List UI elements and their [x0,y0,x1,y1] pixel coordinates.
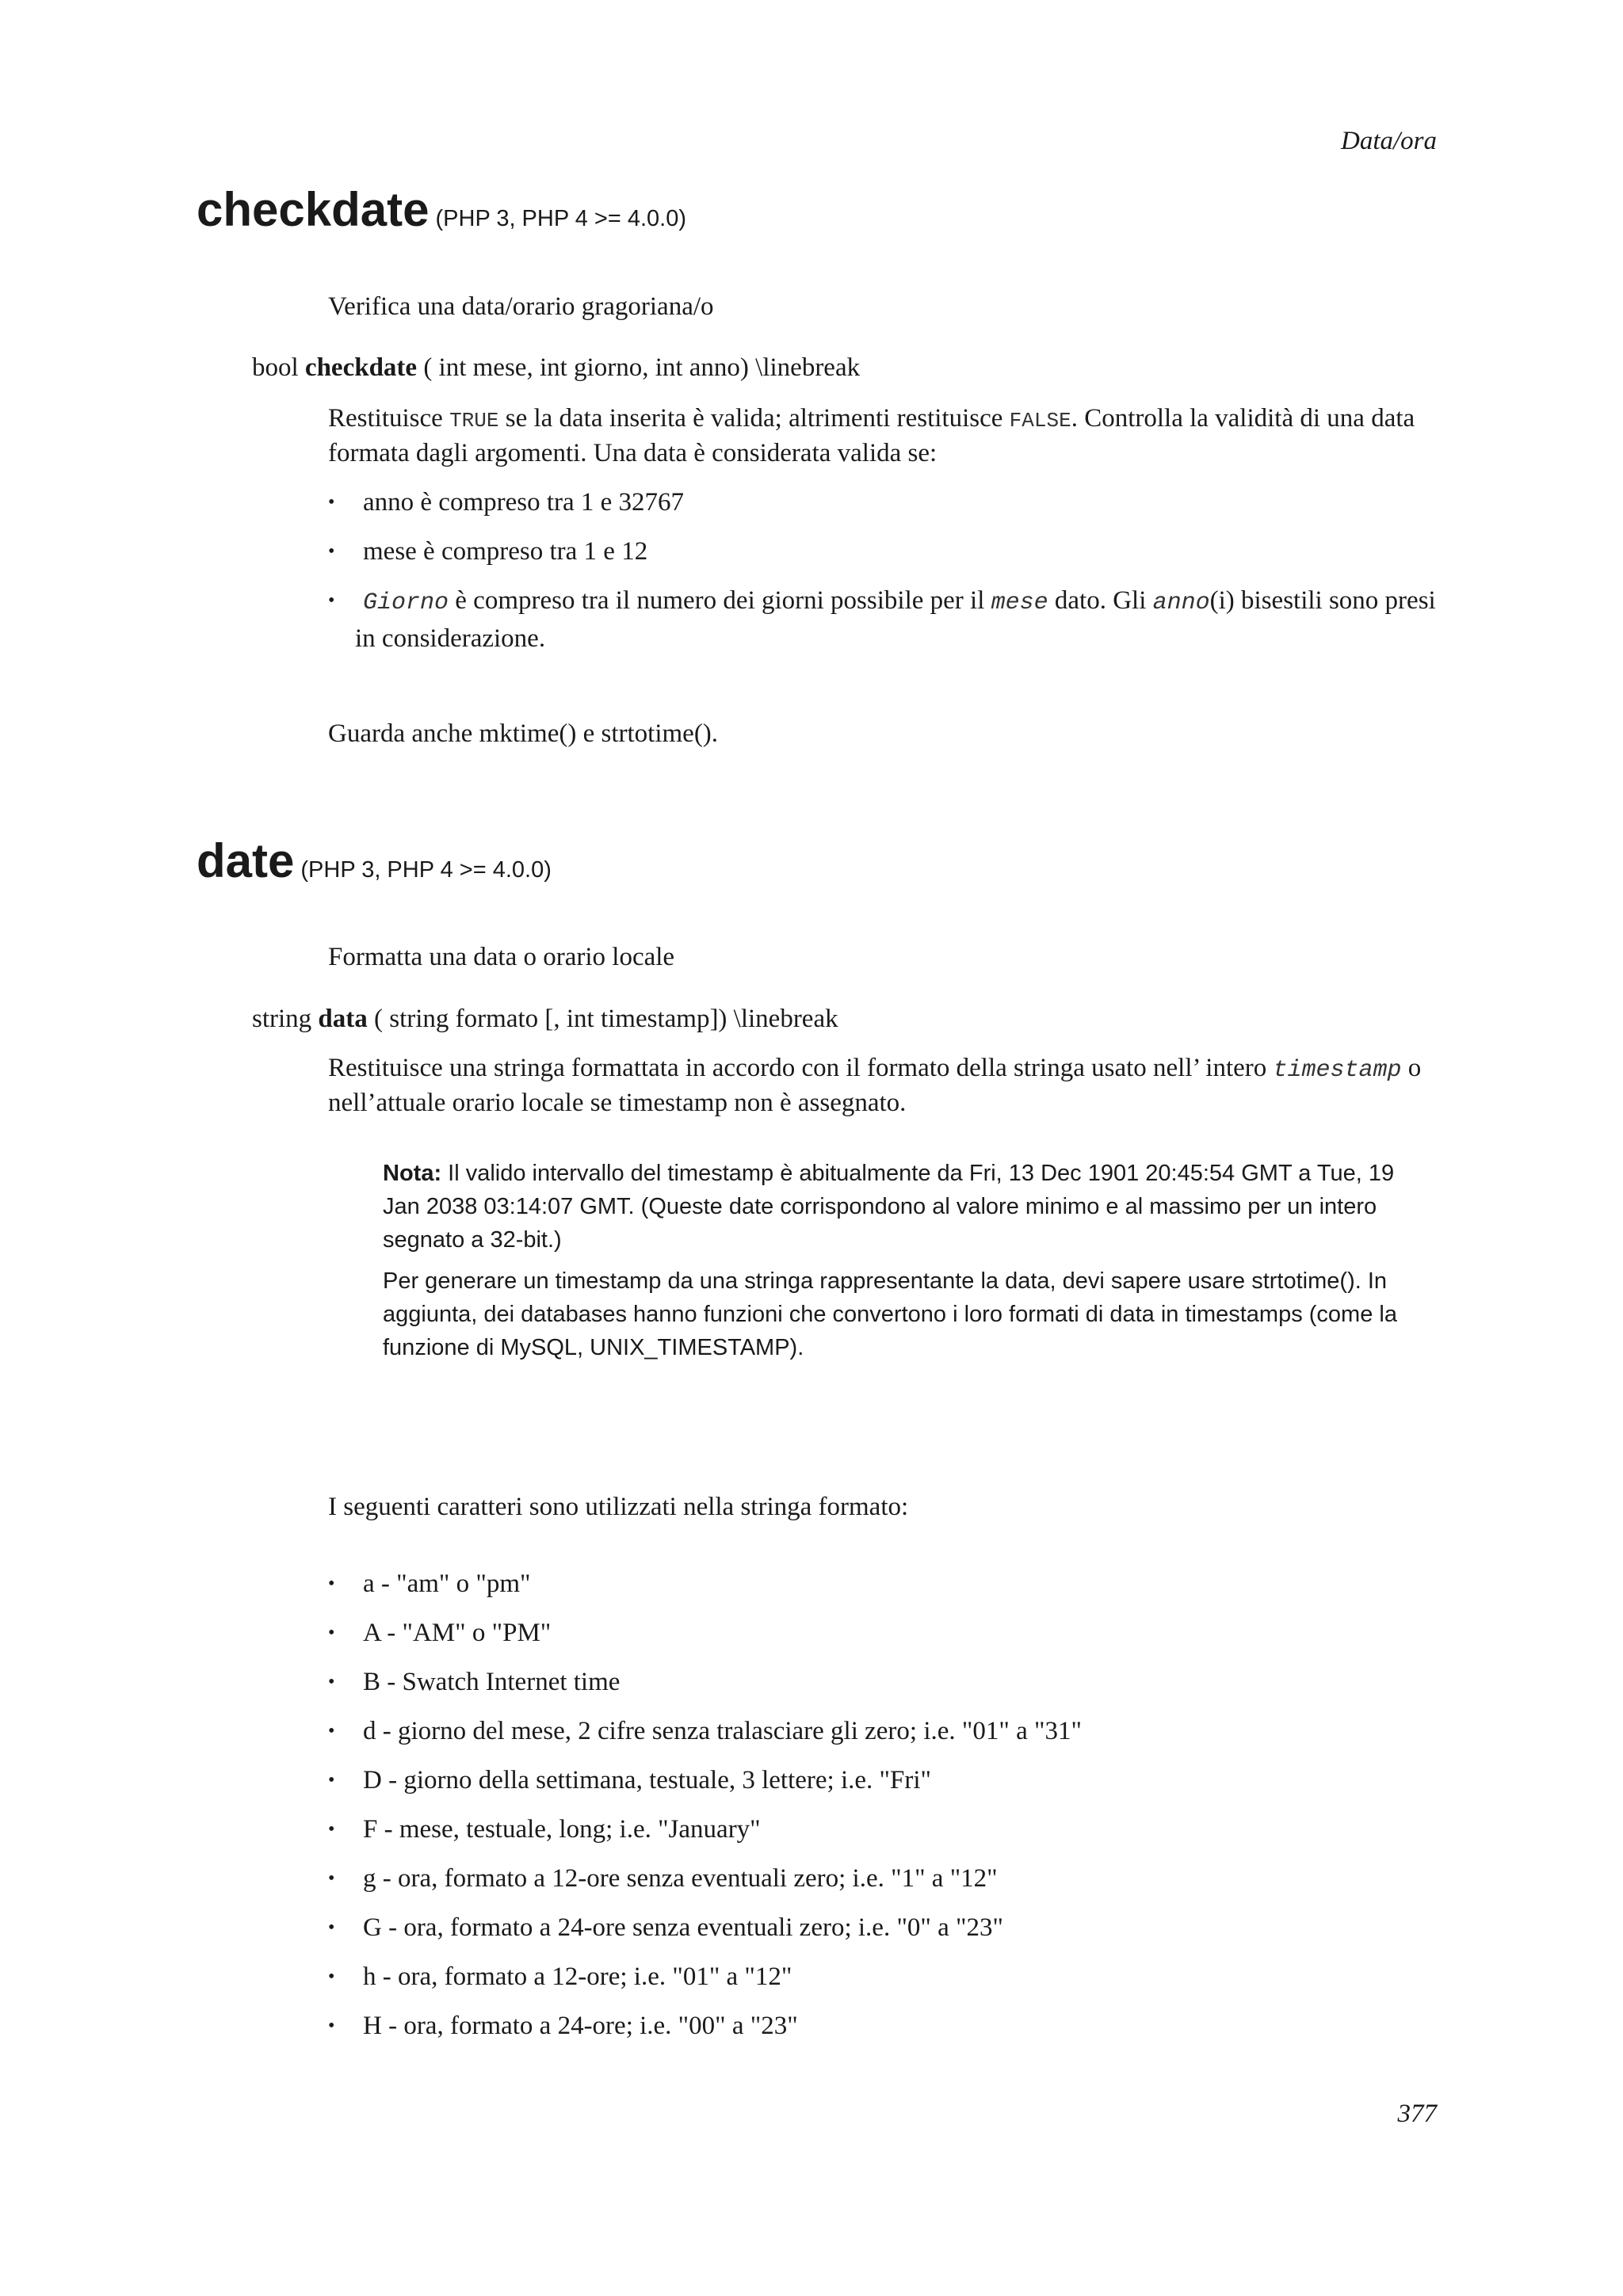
return-type: bool [252,353,305,382]
list-item [328,1861,1438,1897]
text: dato. Gli [1048,586,1153,615]
bullet-icon: • [328,1819,335,1840]
function-name: data [318,1005,368,1033]
list-item [328,1566,1438,1602]
checkdate-description [328,402,1438,470]
text: (i) bisestili sono presi in considerazione. [355,586,1436,653]
desc-text: Restituisce una stringa formattata in accordo con il formato della stringa usato nell’ intero [328,1054,1274,1082]
list-item-text: anno è compreso tra 1 e 32767 [363,488,685,517]
list-item [328,1910,1438,1946]
list-item [328,1959,1438,1995]
list-item [328,1714,1438,1749]
parameter: Giorno [363,589,449,616]
note-text: Il valido intervallo del timestamp è abitualmente da Fri, 13 Dec 1901 20:45:54 GMT a Tue, 19 Jan 2038 03:14:07 GMT. (Queste date corrispondono al valore minimo e al massimo per un intero segnato a 32-bit.) [383,1161,1395,1253]
list-item-text: h - ora, formato a 12-ore; i.e. "01" a "12" [363,1962,792,1991]
bullet-icon: • [328,1623,335,1643]
list-item [328,534,1438,570]
arguments: ( int mese, int giorno, int anno) \linebreak [417,353,861,382]
list-item-text: a - "am" o "pm" [363,1569,531,1598]
date-synopsis [252,1003,838,1035]
date-summary: Formatta una data o orario locale [328,943,675,971]
bullet-icon: • [328,1672,335,1692]
list-item-text: A - "AM" o "PM" [363,1619,552,1647]
true-constant: TRUE [449,409,499,433]
false-constant: FALSE [1009,409,1071,433]
checkdate-synopsis [252,352,860,384]
list-item [328,583,1438,657]
list-item-text: D - giorno della settimana, testuale, 3 lettere; i.e. "Fri" [363,1766,931,1794]
list-item-text [355,583,1438,657]
parameter: mese [991,589,1048,616]
bullet-icon: • [328,1966,335,1987]
list-item-text: F - mese, testuale, long; i.e. "January" [363,1815,761,1844]
bullet-icon: • [328,590,335,611]
desc-text: Restituisce [328,404,450,433]
bullet-icon: • [328,1770,335,1791]
list-item-text: d - giorno del mese, 2 cifre senza tralasciare gli zero; i.e. "01" a "31" [363,1717,1082,1745]
checkdate-heading [197,182,686,237]
list-item [328,485,1438,521]
note-paragraph: Per generare un timestamp da una stringa rappresentante la data, devi sapere usare strtotime(). In aggiunta, dei databases hanno funzioni che convertono i loro formati di data in timestamps (come la funzione di MySQL, UNIX_TIMESTAMP). [383,1268,1397,1360]
date-description [328,1052,1438,1119]
note-label: Nota: [383,1161,442,1186]
date-heading [197,833,552,888]
list-item [328,1615,1438,1651]
list-item-text: H - ora, formato a 24-ore; i.e. "00" a "23" [363,2012,798,2040]
checkdate-summary: Verifica una data/orario gragoriana/o [328,292,714,321]
function-name: date [197,834,295,887]
note-block [383,1157,1437,1257]
format-intro: I seguenti caratteri sono utilizzati nella stringa formato: [328,1493,909,1521]
text: è compreso tra il numero dei giorni possibile per il [449,586,991,615]
parameter: timestamp [1273,1057,1402,1084]
desc-text: . Controlla la validità di una data formata dagli argomenti. Una data è considerata valida se: [328,404,1415,467]
running-header: Data/ora [1340,127,1437,155]
parameter: anno [1152,589,1210,616]
version-info: (PHP 3, PHP 4 >= 4.0.0) [300,857,552,883]
bullet-icon: • [328,1721,335,1741]
bullet-icon: • [328,492,335,513]
bullet-icon: • [328,1917,335,1938]
list-item [328,1812,1438,1848]
list-item [328,1763,1438,1798]
bullet-icon: • [328,1573,335,1594]
page-number: 377 [1397,2100,1437,2128]
version-info: (PHP 3, PHP 4 >= 4.0.0) [435,206,686,231]
bullet-icon: • [328,2016,335,2036]
list-item-text: G - ora, formato a 24-ore senza eventuali zero; i.e. "0" a "23" [363,1913,1003,1942]
bullet-icon: • [328,541,335,562]
list-item-text: mese è compreso tra 1 e 12 [363,537,648,566]
desc-text: se la data inserita è valida; altrimenti restituisce [498,404,1010,433]
function-name: checkdate [197,183,430,236]
desc-text: o nell’attuale orario locale se timestamp non è assegnato. [328,1054,1422,1117]
list-item-text: B - Swatch Internet time [363,1668,621,1696]
list-item [328,1665,1438,1700]
arguments: ( string formato [, int timestamp]) \linebreak [367,1005,838,1033]
bullet-icon: • [328,1868,335,1889]
function-name: checkdate [304,353,418,382]
list-item-text: g - ora, formato a 12-ore senza eventuali zero; i.e. "1" a "12" [363,1864,998,1893]
return-type: string [252,1005,319,1033]
see-also: Guarda anche mktime() e strtotime(). [328,719,719,748]
list-item [328,2008,1438,2044]
